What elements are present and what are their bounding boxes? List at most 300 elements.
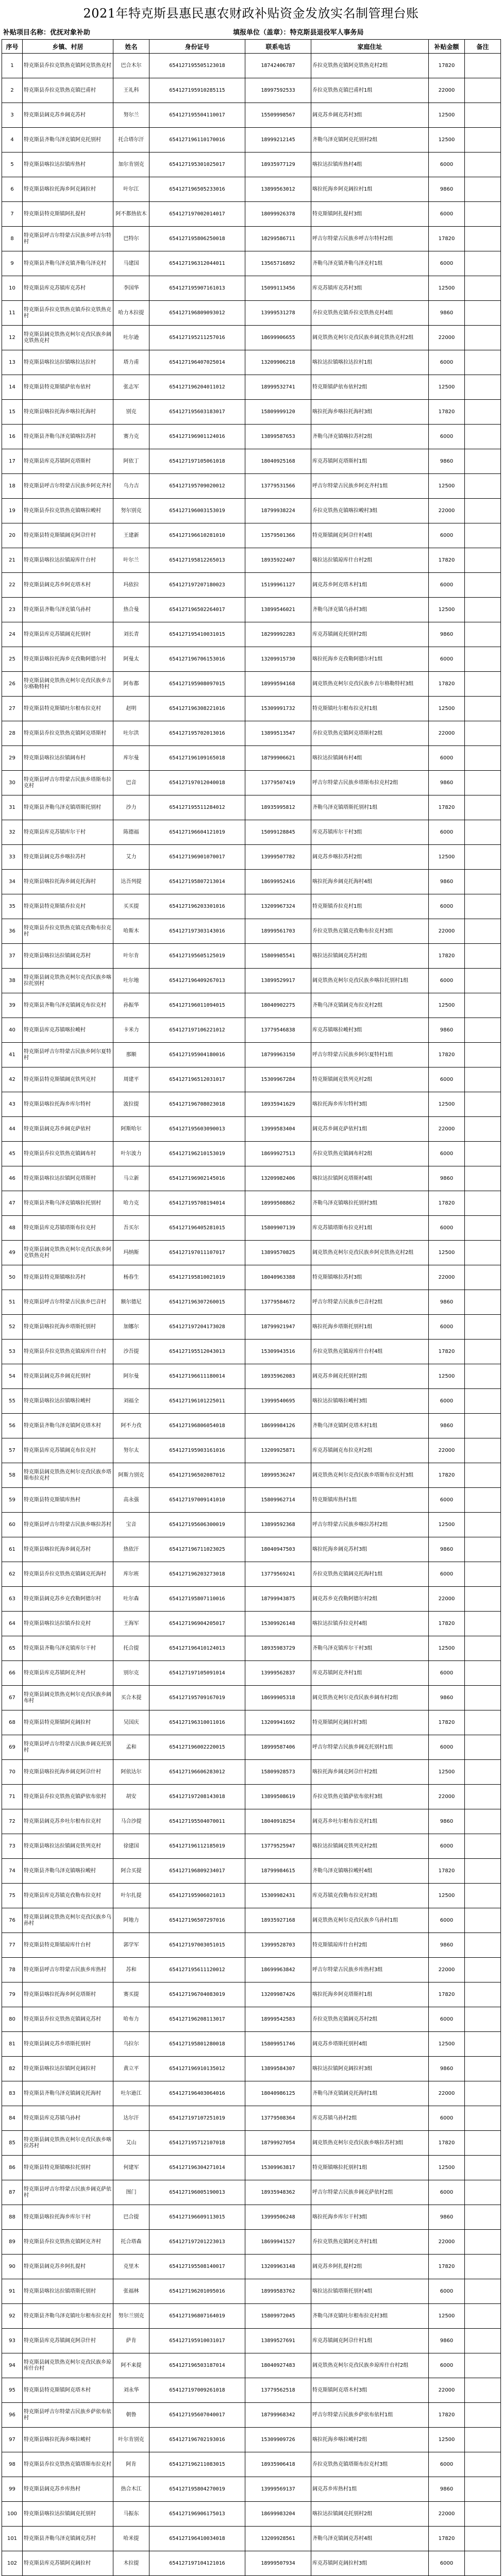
row-number: 8 bbox=[2, 227, 23, 251]
phone-cell: 13209941692 bbox=[245, 1710, 311, 1735]
village-cell: 特克斯县乔拉克铁热克镇琼库什台村 bbox=[23, 1340, 113, 1364]
name-cell: 库尔班 bbox=[113, 1562, 149, 1587]
id-number-cell: 654127195910285115 bbox=[149, 78, 245, 103]
address-cell: 齐勒乌泽克镇阔克布拉克村2组 bbox=[311, 993, 429, 1018]
phone-cell: 18699963842 bbox=[245, 1958, 311, 1982]
table-row bbox=[2, 1414, 501, 1438]
id-number-cell: 654127197104121016 bbox=[149, 2551, 245, 2576]
id-number-cell: 654127196702193016 bbox=[149, 2428, 245, 2452]
name-cell: 张福林 bbox=[113, 2279, 149, 2304]
amount-cell: 12500 bbox=[429, 993, 465, 1018]
phone-cell: 13899508619 bbox=[245, 1785, 311, 1809]
village-cell: 特克斯县喀拉达拉镇塔斯托别村 bbox=[23, 2279, 113, 2304]
phone-cell: 18935962083 bbox=[245, 1364, 311, 1389]
row-number: 63 bbox=[2, 1587, 23, 1612]
row-number: 58 bbox=[2, 1463, 23, 1488]
note-cell bbox=[465, 1364, 501, 1389]
name-cell: 刘长青 bbox=[113, 622, 149, 647]
row-number: 53 bbox=[2, 1340, 23, 1364]
note-cell bbox=[465, 1092, 501, 1117]
phone-cell: 18699905318 bbox=[245, 1686, 311, 1710]
phone-cell: 18699984126 bbox=[245, 1414, 311, 1438]
row-number: 29 bbox=[2, 746, 23, 771]
row-number: 64 bbox=[2, 1612, 23, 1636]
note-cell bbox=[465, 1537, 501, 1562]
name-cell: 买合木提 bbox=[113, 1686, 149, 1710]
address-cell: 喀拉托海乡阿克塔斯村1组 bbox=[311, 1982, 429, 2007]
table-row bbox=[2, 301, 501, 326]
table-row bbox=[2, 1760, 501, 1785]
amount-cell: 17820 bbox=[429, 944, 465, 969]
village-cell: 特克斯县齐勒乌泽克镇吐尔根布拉克村 bbox=[23, 2304, 113, 2329]
table-row bbox=[2, 2428, 501, 2452]
amount-cell: 6000 bbox=[429, 1834, 465, 1859]
name-cell: 巴音 bbox=[113, 771, 149, 795]
row-number: 61 bbox=[2, 1537, 23, 1562]
phone-cell: 18935906418 bbox=[245, 2452, 311, 2477]
name-cell: 马立新 bbox=[113, 1166, 149, 1191]
row-number: 92 bbox=[2, 2304, 23, 2329]
amount-cell: 12500 bbox=[429, 598, 465, 622]
note-cell bbox=[465, 474, 501, 499]
name-cell: 吴国庆 bbox=[113, 1710, 149, 1735]
name-cell: 周建平 bbox=[113, 1067, 149, 1092]
row-number: 69 bbox=[2, 1735, 23, 1760]
phone-cell: 15309967284 bbox=[245, 1067, 311, 1092]
address-cell: 库克苏镇库克苏村3组 bbox=[311, 276, 429, 301]
table-row bbox=[2, 1315, 501, 1340]
id-number-cell: 654127197012040018 bbox=[149, 771, 245, 795]
table-row bbox=[2, 474, 501, 499]
amount-cell: 12500 bbox=[429, 474, 465, 499]
id-number-cell: 654127197002014017 bbox=[149, 202, 245, 227]
amount-cell: 12500 bbox=[429, 1760, 465, 1785]
village-cell: 特克斯县喀拉托海乡阔克苏村 bbox=[23, 1537, 113, 1562]
table-row bbox=[2, 894, 501, 919]
table-row bbox=[2, 2131, 501, 2156]
id-number-cell: 654127195904180016 bbox=[149, 1043, 245, 1067]
id-number-cell: 654127197208143018 bbox=[149, 1785, 245, 1809]
table-row bbox=[2, 326, 501, 350]
address-cell: 阔克铁热克柯尔克孜民族乡乌孙村1组 bbox=[311, 1908, 429, 1933]
phone-cell: 13999507782 bbox=[245, 845, 311, 870]
table-row bbox=[2, 2304, 501, 2329]
name-cell: 努尔兰 bbox=[113, 103, 149, 128]
amount-cell: 17820 bbox=[429, 672, 465, 697]
table-row bbox=[2, 251, 501, 276]
table-row bbox=[2, 2007, 501, 2032]
address-cell: 阔克苏乡阔克托别村2组 bbox=[311, 1364, 429, 1389]
address-cell: 库克苏镇克孜勒布拉克村3组 bbox=[311, 1884, 429, 1908]
name-cell: 巴特尔 bbox=[113, 227, 149, 251]
row-number: 25 bbox=[2, 647, 23, 672]
table-row bbox=[2, 1142, 501, 1166]
row-number: 5 bbox=[2, 152, 23, 177]
address-cell: 喀拉达拉镇阔克托别村2组 bbox=[311, 2502, 429, 2527]
reporting-unit-value: 特克斯县退役军人事务局 bbox=[290, 29, 364, 37]
address-cell: 呼吉尔特蒙古民族乡库热村3组 bbox=[311, 1958, 429, 1982]
address-cell: 喀拉达拉镇阔布村4组 bbox=[311, 746, 429, 771]
address-cell: 齐勒乌泽克镇喀拉托别村3组 bbox=[311, 1191, 429, 1216]
village-cell: 特克斯县特克斯镇乔拉克村 bbox=[23, 894, 113, 919]
note-cell bbox=[465, 1735, 501, 1760]
name-cell: 胡安 bbox=[113, 1785, 149, 1809]
phone-cell: 15199961127 bbox=[245, 573, 311, 598]
amount-cell: 6000 bbox=[429, 1389, 465, 1414]
amount-cell: 9860 bbox=[429, 1686, 465, 1710]
row-number: 39 bbox=[2, 993, 23, 1018]
row-number: 56 bbox=[2, 1414, 23, 1438]
note-cell bbox=[465, 2452, 501, 2477]
village-cell: 特克斯县喀拉达拉镇乔拉克村 bbox=[23, 1612, 113, 1636]
id-number-cell: 654127195806250018 bbox=[149, 227, 245, 251]
table-row bbox=[2, 1785, 501, 1809]
address-cell: 乔拉克铁热克镇萨依布依村3组 bbox=[311, 1785, 429, 1809]
phone-cell: 18040986125 bbox=[245, 2081, 311, 2106]
amount-cell: 9860 bbox=[429, 1018, 465, 1043]
row-number: 10 bbox=[2, 276, 23, 301]
phone-cell: 15309982431 bbox=[245, 1884, 311, 1908]
village-cell: 特克斯县呼吉尔特蒙古民族乡呼吉尔特村 bbox=[23, 227, 113, 251]
name-cell: 玛纳斯 bbox=[113, 1241, 149, 1265]
amount-cell: 17820 bbox=[429, 1191, 465, 1216]
subsidy-project-label: 补贴项目名称： bbox=[3, 29, 51, 37]
village-cell: 特克斯县呼吉尔特蒙古民族乡阿克齐村 bbox=[23, 474, 113, 499]
village-cell: 特克斯县阔克铁热克柯尔克孜民族乡阿克铁热克村 bbox=[23, 1241, 113, 1265]
table-row bbox=[2, 2156, 501, 2180]
id-number-cell: 654127196711023025 bbox=[149, 1537, 245, 1562]
address-cell: 库克苏镇喀拉峻村3组 bbox=[311, 1018, 429, 1043]
id-number-cell: 654127197207180023 bbox=[149, 573, 245, 598]
name-cell: 波拉提 bbox=[113, 1092, 149, 1117]
amount-cell: 6000 bbox=[429, 202, 465, 227]
id-number-cell: 654127197107251019 bbox=[149, 2106, 245, 2131]
amount-cell: 12500 bbox=[429, 845, 465, 870]
name-cell: 吾买尔 bbox=[113, 1216, 149, 1241]
note-cell bbox=[465, 845, 501, 870]
village-cell: 特克斯县特克斯镇吐尔根布拉克村 bbox=[23, 697, 113, 721]
phone-cell: 18799968342 bbox=[245, 2403, 311, 2428]
id-number-cell: 654127195810021019 bbox=[149, 1265, 245, 1290]
phone-cell: 18299992283 bbox=[245, 622, 311, 647]
row-number: 93 bbox=[2, 2329, 23, 2353]
note-cell bbox=[465, 1414, 501, 1438]
name-cell: 黄立平 bbox=[113, 2057, 149, 2081]
name-cell: 叶尔肯别克 bbox=[113, 2428, 149, 2452]
address-cell: 喀拉达拉镇阿克阔拉村3组 bbox=[311, 2057, 429, 2081]
phone-cell: 15809999120 bbox=[245, 400, 311, 425]
id-number-cell: 654127195702013016 bbox=[149, 721, 245, 746]
amount-cell: 6000 bbox=[429, 2106, 465, 2131]
village-cell: 特克斯县喀拉达拉镇琼库什台村 bbox=[23, 548, 113, 573]
village-cell: 特克斯县齐勒乌泽克镇齐勒乌泽克村 bbox=[23, 251, 113, 276]
column-header: 补贴金额 bbox=[429, 40, 465, 54]
name-cell: 艾山 bbox=[113, 2131, 149, 2156]
address-cell: 齐勒乌泽克镇阿克塔木村1组 bbox=[311, 1414, 429, 1438]
id-number-cell: 654127195804270019 bbox=[149, 2477, 245, 2502]
note-cell bbox=[465, 449, 501, 474]
row-number: 81 bbox=[2, 2032, 23, 2057]
id-number-cell: 654127195508140017 bbox=[149, 2255, 245, 2279]
note-cell bbox=[465, 523, 501, 548]
note-cell bbox=[465, 128, 501, 152]
note-cell bbox=[465, 177, 501, 202]
id-number-cell: 654127196101225011 bbox=[149, 1389, 245, 1414]
table-row bbox=[2, 2551, 501, 2576]
note-cell bbox=[465, 78, 501, 103]
note-cell bbox=[465, 1958, 501, 1982]
table-row bbox=[2, 2057, 501, 2081]
table-row bbox=[2, 78, 501, 103]
note-cell bbox=[465, 2007, 501, 2032]
village-cell: 特克斯县喀拉达拉镇阔克托别村 bbox=[23, 2502, 113, 2527]
address-cell: 阔克苏乡喀拉苏村2组 bbox=[311, 845, 429, 870]
subsidy-project-value: 优抚对象补助 bbox=[50, 29, 91, 37]
row-number: 24 bbox=[2, 622, 23, 647]
name-cell: 那顺 bbox=[113, 1043, 149, 1067]
address-cell: 乔拉克铁热克镇克孜勒布拉克村3组 bbox=[311, 919, 429, 944]
village-cell: 特克斯县库克苏镇库尔干村 bbox=[23, 820, 113, 845]
village-cell: 特克斯县喀拉托海乡喀拉托海村 bbox=[23, 400, 113, 425]
table-row bbox=[2, 2378, 501, 2403]
amount-cell: 17820 bbox=[429, 2527, 465, 2551]
address-cell: 呼吉尔特蒙古民族乡巴音村2组 bbox=[311, 1290, 429, 1315]
address-cell: 特克斯镇阿克阔拉村3组 bbox=[311, 1710, 429, 1735]
village-cell: 特克斯县齐勒乌泽克镇阿克塔木村 bbox=[23, 1414, 113, 1438]
amount-cell: 9860 bbox=[429, 622, 465, 647]
address-cell: 阔克苏乡阔克萨依村1组 bbox=[311, 1117, 429, 1142]
village-cell: 特克斯县库克苏镇乌孙村 bbox=[23, 2106, 113, 2131]
reporting-unit bbox=[233, 27, 364, 37]
village-cell: 特克斯县阔克苏乡阔克萨依村 bbox=[23, 1117, 113, 1142]
id-number-cell: 654127196109165018 bbox=[149, 746, 245, 771]
note-cell bbox=[465, 1142, 501, 1166]
amount-cell: 17820 bbox=[429, 1043, 465, 1067]
address-cell: 喀拉达拉镇喀拉峻村3组 bbox=[311, 1389, 429, 1414]
note-cell bbox=[465, 1587, 501, 1612]
amount-cell: 22000 bbox=[429, 1785, 465, 1809]
row-number: 86 bbox=[2, 2156, 23, 2180]
phone-cell: 13209915730 bbox=[245, 647, 311, 672]
row-number: 50 bbox=[2, 1265, 23, 1290]
phone-cell: 15809907139 bbox=[245, 1216, 311, 1241]
table-row bbox=[2, 870, 501, 894]
amount-cell: 9860 bbox=[429, 1290, 465, 1315]
amount-cell: 17820 bbox=[429, 2403, 465, 2428]
phone-cell: 13209967324 bbox=[245, 894, 311, 919]
address-cell: 阔克苏乡阿扎提村2组 bbox=[311, 2255, 429, 2279]
id-number-cell: 654127196604121019 bbox=[149, 820, 245, 845]
row-number: 101 bbox=[2, 2527, 23, 2551]
phone-cell: 18999532741 bbox=[245, 375, 311, 400]
table-row bbox=[2, 1290, 501, 1315]
row-number: 17 bbox=[2, 449, 23, 474]
village-cell: 特克斯县喀拉托海乡克孜勒阿德尔村 bbox=[23, 647, 113, 672]
name-cell: 沙吾提 bbox=[113, 1340, 149, 1364]
name-cell: 萨肯 bbox=[113, 2329, 149, 2353]
row-number: 94 bbox=[2, 2353, 23, 2378]
name-cell: 阿斯哈尔 bbox=[113, 1117, 149, 1142]
note-cell bbox=[465, 1166, 501, 1191]
phone-cell: 15309926148 bbox=[245, 1612, 311, 1636]
id-number-cell: 654127195708194014 bbox=[149, 1191, 245, 1216]
note-cell bbox=[465, 1389, 501, 1414]
row-number: 48 bbox=[2, 1216, 23, 1241]
name-cell: 图门 bbox=[113, 2180, 149, 2205]
name-cell: 刘永华 bbox=[113, 2378, 149, 2403]
note-cell bbox=[465, 1067, 501, 1092]
note-cell bbox=[465, 2403, 501, 2428]
note-cell bbox=[465, 672, 501, 697]
village-cell: 特克斯县乔拉克铁热克镇乔拉克铁热克村 bbox=[23, 301, 113, 326]
address-cell: 喀拉托海乡阔克苏村3组 bbox=[311, 1537, 429, 1562]
phone-cell: 18999212145 bbox=[245, 128, 311, 152]
name-cell: 马建国 bbox=[113, 251, 149, 276]
table-row bbox=[2, 845, 501, 870]
phone-cell: 18935995812 bbox=[245, 795, 311, 820]
address-cell: 喀拉托海乡阿克阔拉村1组 bbox=[311, 177, 429, 202]
row-number: 1 bbox=[2, 54, 23, 78]
amount-cell: 6000 bbox=[429, 251, 465, 276]
phone-cell: 18999594168 bbox=[245, 672, 311, 697]
village-cell: 特克斯县库克苏镇阿克齐村 bbox=[23, 1661, 113, 1686]
note-cell bbox=[465, 1488, 501, 1513]
id-number-cell: 654127195712107018 bbox=[149, 2131, 245, 2156]
table-row bbox=[2, 350, 501, 375]
row-number: 23 bbox=[2, 598, 23, 622]
address-cell: 喀拉托海乡喀拉托海村3组 bbox=[311, 400, 429, 425]
phone-cell: 13209925871 bbox=[245, 1438, 311, 1463]
phone-cell: 18699927513 bbox=[245, 1142, 311, 1166]
row-number: 100 bbox=[2, 2502, 23, 2527]
beneficiary-table bbox=[2, 39, 501, 2576]
address-cell: 阔克铁热克柯尔克孜民族乡塔斯布拉克村3组 bbox=[311, 1463, 429, 1488]
village-cell: 特克斯县喀拉达拉镇喀拉达拉村 bbox=[23, 350, 113, 375]
note-cell bbox=[465, 1612, 501, 1636]
phone-cell: 13899513547 bbox=[245, 721, 311, 746]
row-number: 49 bbox=[2, 1241, 23, 1265]
phone-cell: 13779569241 bbox=[245, 1562, 311, 1587]
address-cell: 乔拉克铁热克镇阿克齐村1组 bbox=[311, 2230, 429, 2255]
phone-cell: 18040925168 bbox=[245, 449, 311, 474]
note-cell bbox=[465, 746, 501, 771]
row-number: 71 bbox=[2, 1785, 23, 1809]
address-cell: 喀拉达拉镇库热村4组 bbox=[311, 152, 429, 177]
village-cell: 特克斯县库克苏镇阿克阔拉村 bbox=[23, 2551, 113, 2576]
name-cell: 赛买提 bbox=[113, 1982, 149, 2007]
name-cell: 巴合提 bbox=[113, 2205, 149, 2230]
name-cell: 艾力 bbox=[113, 845, 149, 870]
phone-cell: 13779531566 bbox=[245, 474, 311, 499]
id-number-cell: 654127196304271014 bbox=[149, 2156, 245, 2180]
note-cell bbox=[465, 1265, 501, 1290]
table-row bbox=[2, 598, 501, 622]
address-cell: 乔拉克铁热克镇阔布村2组 bbox=[311, 1142, 429, 1166]
village-cell: 特克斯县喀拉托海乡喀拉峻村 bbox=[23, 2428, 113, 2452]
amount-cell: 12500 bbox=[429, 1241, 465, 1265]
name-cell: 孟和 bbox=[113, 1735, 149, 1760]
note-cell bbox=[465, 1908, 501, 1933]
name-cell: 加娜尔 bbox=[113, 1315, 149, 1340]
amount-cell: 22000 bbox=[429, 326, 465, 350]
id-number-cell: 654127196904205017 bbox=[149, 1612, 245, 1636]
id-number-cell: 654127196011094015 bbox=[149, 993, 245, 1018]
phone-cell: 13899563012 bbox=[245, 177, 311, 202]
amount-cell: 9860 bbox=[429, 870, 465, 894]
phone-cell: 18699906655 bbox=[245, 326, 311, 350]
id-number-cell: 654127196203301016 bbox=[149, 894, 245, 919]
amount-cell: 12500 bbox=[429, 375, 465, 400]
phone-cell: 18699941527 bbox=[245, 2230, 311, 2255]
amount-cell: 12500 bbox=[429, 276, 465, 301]
table-row bbox=[2, 1166, 501, 1191]
row-number: 62 bbox=[2, 1562, 23, 1587]
id-number-cell: 654127195512043013 bbox=[149, 1340, 245, 1364]
row-number: 54 bbox=[2, 1364, 23, 1389]
id-number-cell: 654127196906175013 bbox=[149, 2502, 245, 2527]
id-number-cell: 654127196901124016 bbox=[149, 425, 245, 449]
amount-cell: 12500 bbox=[429, 2428, 465, 2452]
village-cell: 特克斯县喀拉达拉镇阿克塔斯村 bbox=[23, 1166, 113, 1191]
amount-cell: 9860 bbox=[429, 1809, 465, 1834]
note-cell bbox=[465, 647, 501, 672]
id-number-cell: 654127195211257016 bbox=[149, 326, 245, 350]
table-row bbox=[2, 276, 501, 301]
id-number-cell: 654127197106221012 bbox=[149, 1018, 245, 1043]
note-cell bbox=[465, 969, 501, 993]
amount-cell: 22000 bbox=[429, 2230, 465, 2255]
village-cell: 特克斯县库克苏镇塔斯布拉克村 bbox=[23, 1216, 113, 1241]
address-cell: 呼吉尔特蒙古民族乡阿克齐村1组 bbox=[311, 474, 429, 499]
row-number: 73 bbox=[2, 1834, 23, 1859]
address-cell: 阔克苏乡克孜勒阿德尔村2组 bbox=[311, 1587, 429, 1612]
row-number: 88 bbox=[2, 2205, 23, 2230]
table-row bbox=[2, 2205, 501, 2230]
address-cell: 特克斯镇库热村1组 bbox=[311, 1488, 429, 1513]
row-number: 18 bbox=[2, 474, 23, 499]
table-row bbox=[2, 2279, 501, 2304]
column-header: 姓名 bbox=[113, 40, 149, 54]
phone-cell: 15809972045 bbox=[245, 2304, 311, 2329]
name-cell: 加尔肯别克 bbox=[113, 152, 149, 177]
id-number-cell: 654127196610281010 bbox=[149, 523, 245, 548]
id-number-cell: 654127197303143016 bbox=[149, 919, 245, 944]
table-row bbox=[2, 2477, 501, 2502]
row-number: 98 bbox=[2, 2452, 23, 2477]
phone-cell: 13899527691 bbox=[245, 2329, 311, 2353]
amount-cell: 6000 bbox=[429, 2551, 465, 2576]
phone-cell: 18999542583 bbox=[245, 2007, 311, 2032]
address-cell: 喀拉托海乡阔克阿尕什村2组 bbox=[311, 1760, 429, 1785]
row-number: 65 bbox=[2, 1636, 23, 1661]
row-number: 79 bbox=[2, 1982, 23, 2007]
note-cell bbox=[465, 1216, 501, 1241]
phone-cell: 13999569137 bbox=[245, 2477, 311, 2502]
village-cell: 特克斯县喀拉托海乡阿克阔拉村 bbox=[23, 177, 113, 202]
row-number: 77 bbox=[2, 1933, 23, 1958]
phone-cell: 18799943875 bbox=[245, 1587, 311, 1612]
row-number: 6 bbox=[2, 177, 23, 202]
phone-cell: 18999583762 bbox=[245, 2279, 311, 2304]
table-row bbox=[2, 622, 501, 647]
village-cell: 特克斯县阔克铁热克柯尔克孜民族乡塔斯布拉克村 bbox=[23, 1463, 113, 1488]
table-row bbox=[2, 795, 501, 820]
name-cell: 叶尔兰 bbox=[113, 548, 149, 573]
name-cell: 哈斯木 bbox=[113, 919, 149, 944]
table-row bbox=[2, 375, 501, 400]
address-cell: 特克斯镇喀拉苏村3组 bbox=[311, 1265, 429, 1290]
table-row bbox=[2, 1859, 501, 1884]
